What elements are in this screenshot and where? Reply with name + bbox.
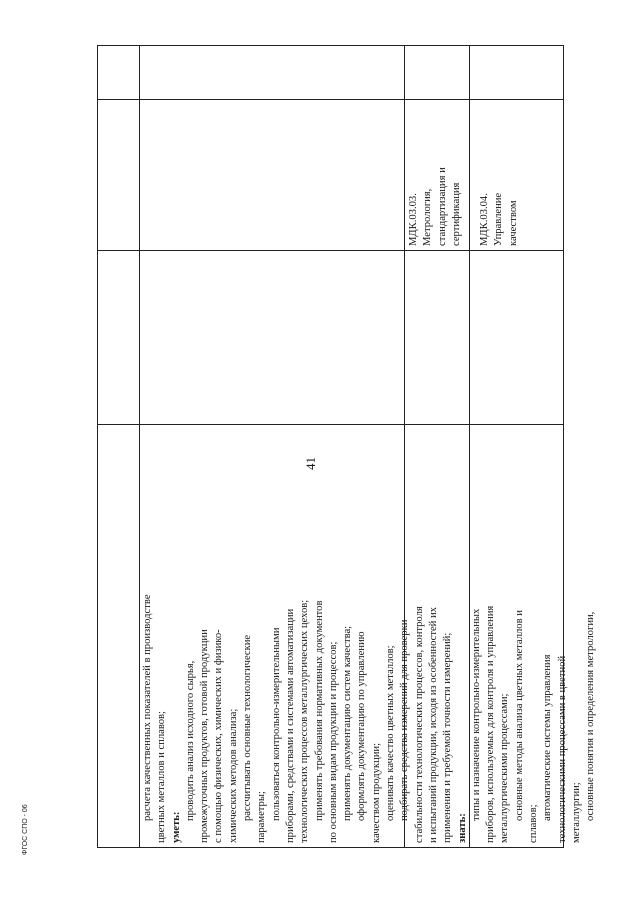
mdk-cell [404,92,519,250]
content-line: типы и назначение контрольно-измерительных [470,608,482,821]
content-line: металлургическими процессами; [499,693,511,843]
content-line: приборов, используемых для контроля и управления [485,605,497,843]
footer-mark: ФГОС СПО - 06 [22,804,29,855]
content-line: приборами, средствами и системами автоматизации [284,608,296,843]
mdk-1-line: Метрология, [422,188,434,246]
content-line: качеством продукции; [370,742,382,843]
content-line: рассчитывать основные технологические [242,634,254,821]
content-line: уметь: [170,811,182,843]
content-line: технологических процессов металлургических цехов; [299,599,311,843]
content-line: металлургии; [570,782,582,843]
page-number: 41 [303,457,318,470]
content-line: основные понятия и определения метрологии, [585,611,597,821]
content-line: основные методы анализа цветных металлов и [513,610,525,821]
content-line: применять документацию систем качества; [342,625,354,821]
mdk-1-line: МДК.03.03. [408,193,419,246]
mdk-2-line: Управление [493,192,505,246]
content-line: оценивать качество цветных металлов; [385,645,397,821]
content-line: применять требования нормативных документов [313,600,325,821]
content-line: автоматические системы управления [542,654,554,821]
content-line: сплавов; [528,804,540,843]
content-line: с помощью физических, химических и физико- [213,629,225,843]
content-line: применения и требуемой точности измерений; [442,632,454,843]
content-line: расчета качественных показателей в производстве [142,594,153,821]
content-line: оформлять документацию по управлению [356,631,368,821]
content-line: и испытаний продукции, исходя из особенностей их [427,607,439,843]
content-line: промежуточных продуктов, готовой продукции [199,629,211,843]
content-line: знать: [456,813,468,843]
curriculum-table [97,45,597,848]
content-line: параметры; [256,791,268,843]
content-line: подбирать средства измерений для проверки [399,619,411,821]
content-line: цветных металлов и сплавов; [156,710,168,843]
mdk-1-line: сертификация [450,182,462,246]
mdk-1-line: стандартизация и [436,167,448,246]
mdk-2-line: МДК.03.04. [479,193,491,246]
mdk-2-line: качеством [507,200,519,246]
content-line: пользоваться контрольно-измерительными [270,627,282,821]
content-line: проводить анализ исходного сырья, [184,660,196,821]
content-line: химических методов анализа; [227,708,239,843]
content-line: стабильности технологических процессов, контроля [413,606,425,843]
content-line: по основным видам продукции и процессов; [327,641,339,843]
content-line: технологическими процессами в цветной [556,655,568,843]
